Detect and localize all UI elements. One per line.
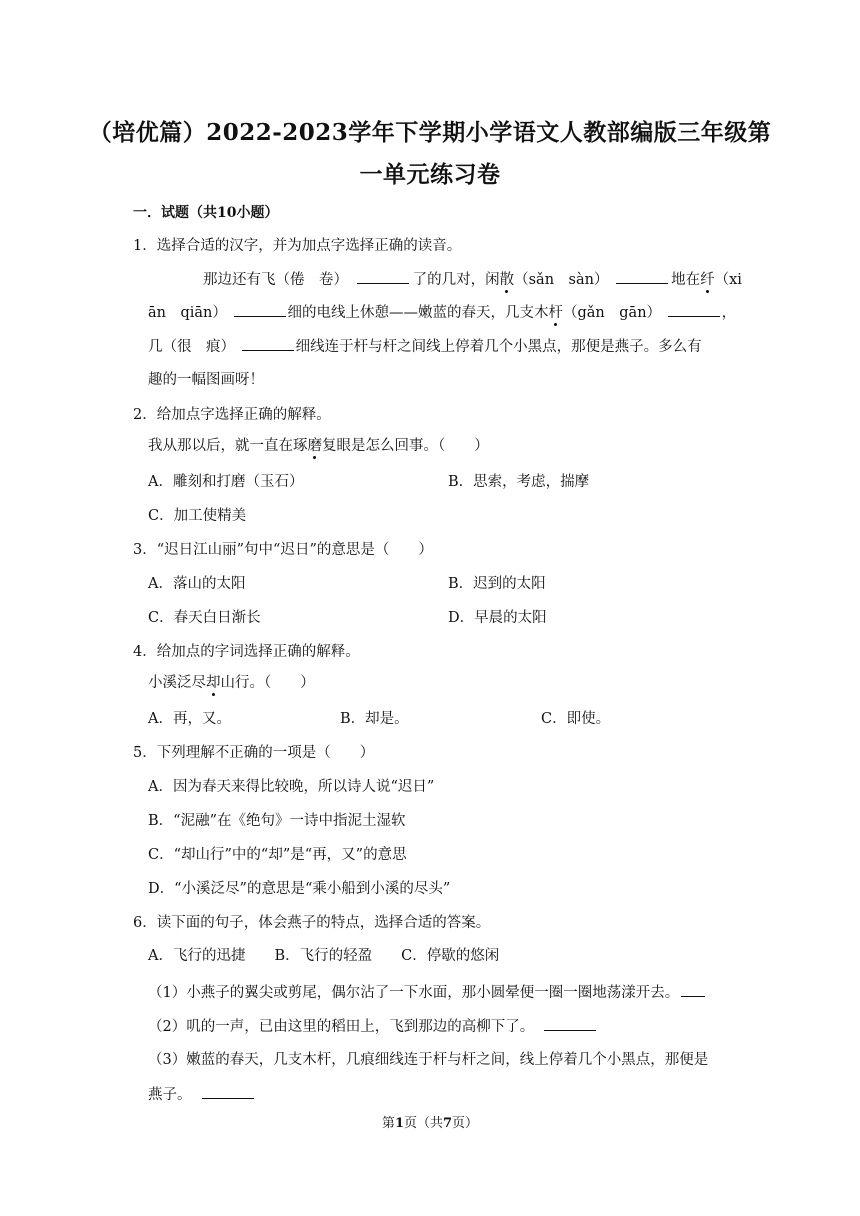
- q1-text: ，: [721, 305, 737, 321]
- q2-option-b[interactable]: B．思索，考虑，揣摩: [448, 474, 590, 490]
- q2-sentence: [148, 436, 489, 456]
- q5-option-b[interactable]: B．“泥融”在《绝句》一诗中指泥土湿软: [148, 813, 406, 829]
- q1-line-3: [148, 336, 702, 357]
- q6-blank-2[interactable]: [544, 1016, 596, 1031]
- q3-option-c[interactable]: C．春天白日渐长: [148, 610, 261, 626]
- q6-sentence-2: [148, 1016, 596, 1037]
- q1-text: 细的电线上休憩——嫩蓝的春天，几支木: [287, 305, 549, 321]
- page-total: 7: [443, 1116, 453, 1131]
- q1-blank-5[interactable]: [242, 336, 294, 351]
- q6-text: （1）小燕子的翼尖或剪尾，偶尔沾了一下水面，那小圆晕便一圈一圈地荡漾开去。: [148, 985, 680, 1001]
- q6-sentence-3-cont: [148, 1084, 254, 1105]
- q1-blank-4[interactable]: [668, 302, 720, 317]
- q1-text: 了的几对，闲: [412, 272, 500, 288]
- q6-text: 燕子。: [148, 1087, 192, 1103]
- q6-stem: 6．读下面的句子，体会燕子的特点，选择合适的答案。: [133, 915, 491, 931]
- q2-dotted-char: 磨: [307, 438, 322, 454]
- q1-line-1: [203, 269, 742, 290]
- q1-line-4: 趣的一幅图画呀！: [148, 372, 264, 388]
- q1-pinyin-choice: （sǎn sàn）: [514, 272, 609, 288]
- q3-stem: 3．“迟日江山丽”句中“迟日”的意思是（ ）: [133, 542, 433, 558]
- page-footer: [0, 1112, 860, 1131]
- q1-text: 细线连于杆与杆之间线上停着几个小黑点，那便是燕子。多么有: [295, 339, 702, 355]
- q2-option-a[interactable]: A．雕刻和打磨（玉石）: [148, 474, 304, 490]
- q1-blank-1[interactable]: [357, 269, 409, 284]
- q6-blank-1[interactable]: [681, 982, 705, 997]
- q1-text: 地在: [671, 272, 701, 288]
- q4-option-a[interactable]: A．再，又。: [148, 711, 231, 727]
- q1-stem: 1．选择合适的汉字，并为加点字选择正确的读音。: [133, 238, 462, 254]
- q4-text: 山行。（ ）: [220, 675, 315, 691]
- q2-text: 我从那以后，就一直在琢: [148, 438, 308, 454]
- q1-dotted-char: 散: [499, 272, 515, 288]
- q5-option-d[interactable]: D．“小溪泛尽”的意思是“乘小船到小溪的尽头”: [148, 881, 451, 897]
- q1-blank-3[interactable]: [234, 302, 286, 317]
- q1-pinyin-choice: （xi: [714, 272, 742, 288]
- footer-text: 第: [381, 1116, 395, 1131]
- q1-pinyin-choice: ān qiān）: [148, 305, 227, 321]
- q2-stem: 2．给加点字选择正确的解释。: [133, 407, 331, 423]
- q5-option-a[interactable]: A．因为春天来得比较晚，所以诗人说“迟日”: [148, 779, 435, 795]
- q4-text: 小溪泛尽: [148, 675, 206, 691]
- q1-pinyin-choice: （gǎn gān）: [563, 305, 662, 321]
- q1-dotted-char: 纤: [700, 272, 715, 288]
- q1-text: 那边还有飞（倦 卷）: [203, 272, 348, 288]
- q5-stem: 5．下列理解不正确的一项是（ ）: [133, 745, 375, 761]
- page-number: 1: [394, 1116, 404, 1131]
- q5-option-c[interactable]: C．“却山行”中的“却”是“再，又”的意思: [148, 847, 407, 863]
- q1-blank-2[interactable]: [616, 269, 668, 284]
- q1-text: 几（很 痕）: [148, 339, 235, 355]
- q1-line-2: [148, 302, 736, 323]
- q1-dotted-char: 杆: [548, 305, 563, 321]
- q4-option-b[interactable]: B．却是。: [340, 711, 409, 727]
- section-heading: 一．试题（共10小题）: [133, 205, 279, 221]
- q6-options: A．飞行的迅捷 B．飞行的轻盈 C．停歇的悠闲: [148, 948, 500, 964]
- q6-sentence-3: （3）嫩蓝的春天，几支木杆，几痕细线连于杆与杆之间，线上停着几个小黑点，那便是: [148, 1052, 709, 1068]
- q6-text: （2）叽的一声，已由这里的稻田上，飞到那边的高柳下了。: [148, 1019, 535, 1035]
- q4-sentence: [148, 673, 315, 693]
- exam-title-line-1: （培优篇）2022-2023学年下学期小学语文人教部编版三年级第: [88, 119, 772, 146]
- q4-stem: 4．给加点的字词选择正确的解释。: [133, 644, 360, 660]
- footer-text: 页）: [452, 1116, 479, 1131]
- q6-sentence-1: [148, 982, 705, 1003]
- q2-text: 复眼是怎么回事。（ ）: [322, 438, 489, 454]
- q6-blank-3[interactable]: [202, 1084, 254, 1099]
- q2-option-c[interactable]: C．加工使精美: [148, 508, 247, 524]
- q3-option-a[interactable]: A．落山的太阳: [148, 576, 246, 592]
- q4-option-c[interactable]: C．即使。: [541, 711, 611, 727]
- q3-option-b[interactable]: B．迟到的太阳: [448, 576, 546, 592]
- exam-title-line-2: 一单元练习卷: [359, 161, 501, 188]
- footer-text: 页（共: [403, 1116, 443, 1131]
- q3-option-d[interactable]: D．早晨的太阳: [448, 610, 547, 626]
- q4-dotted-char: 却: [206, 675, 221, 691]
